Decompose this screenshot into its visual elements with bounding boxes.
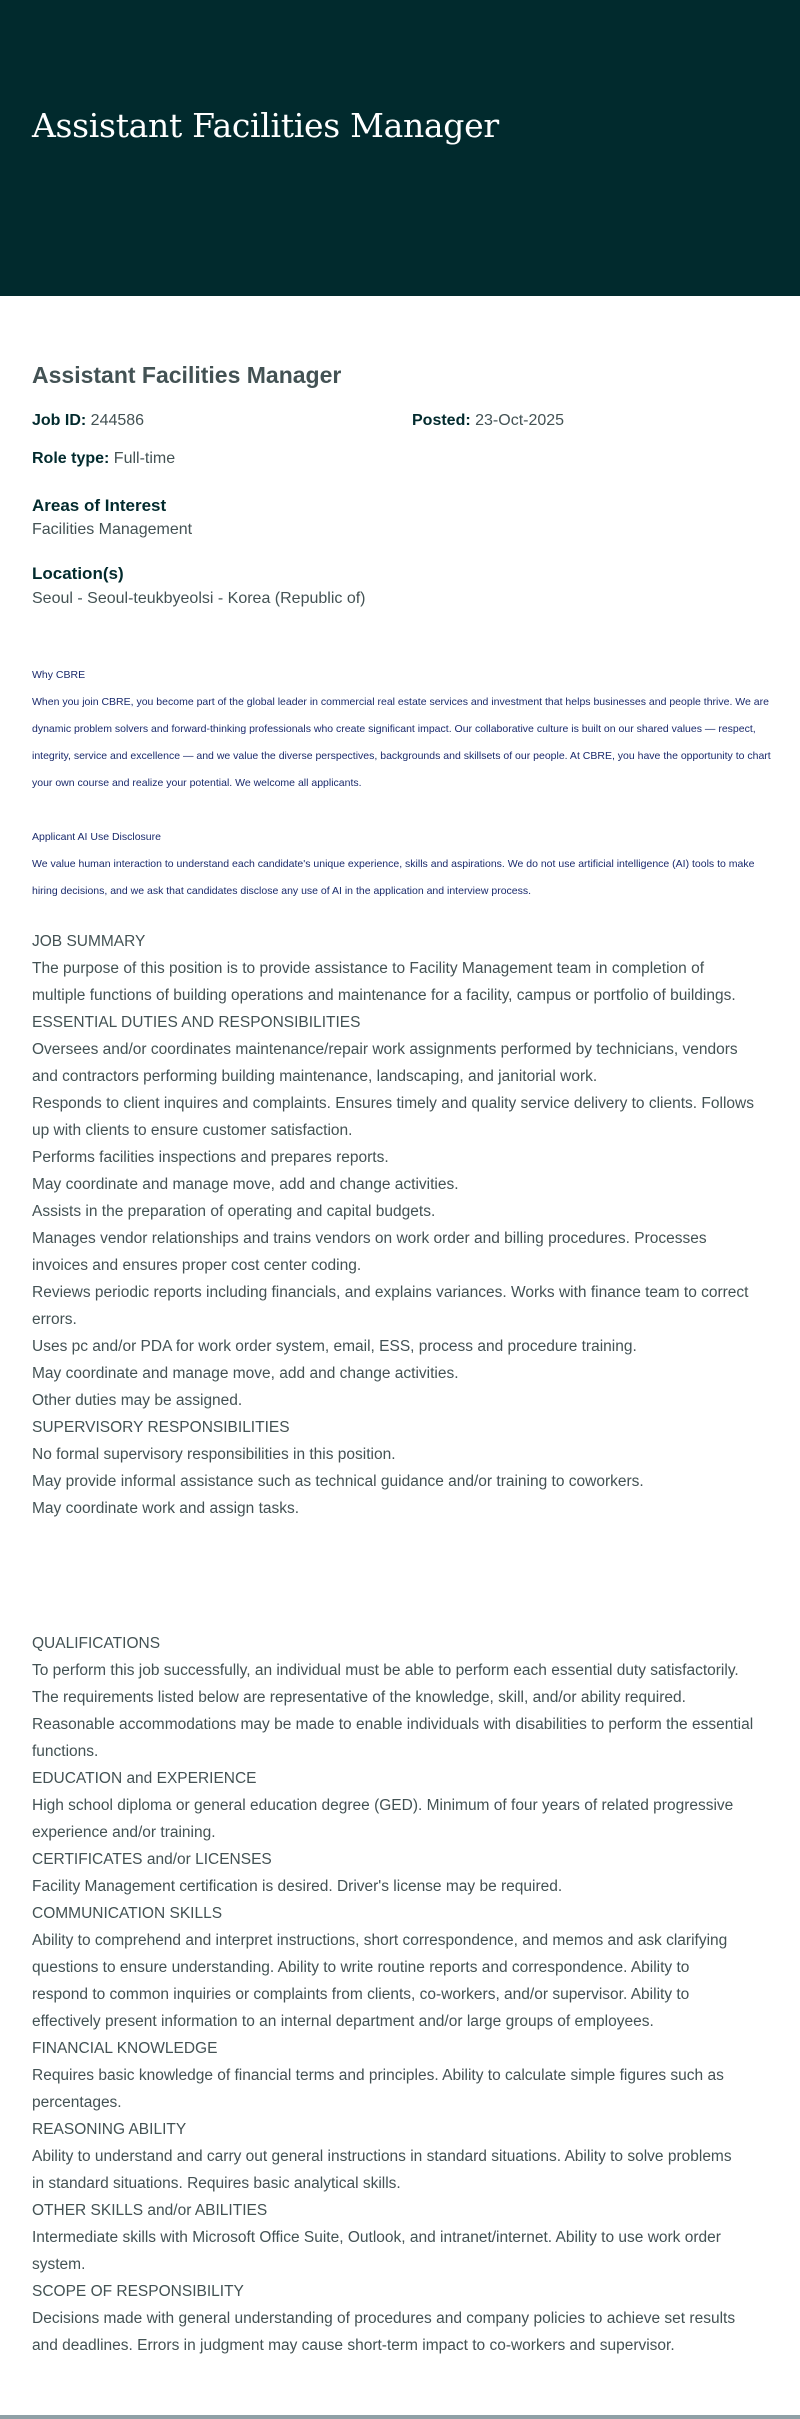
areas-heading: Areas of Interest [32,496,167,515]
description-line: up with clients to ensure customer satisfaction. [32,1122,353,1139]
ai-disclosure-heading: Applicant AI Use Disclosure [32,831,161,843]
why-cbre-line: your own course and realize your potential. We welcome all applicants. [32,777,362,789]
job-id [32,412,144,430]
description-line: Responds to client inquires and complaints. Ensures timely and quality service delivery to clients. Follows [32,1095,754,1112]
description-line: Reasonable accommodations may be made to enable individuals with disabilities to perform the essential [32,1716,754,1733]
description-line: Oversees and/or coordinates maintenance/repair work assignments performed by technicians, vendors [32,1041,738,1058]
why-cbre-line: integrity, service and excellence — and we value the diverse perspectives, backgrounds and skillsets of our people. At CBRE, you have the opportunity to chart [32,750,771,762]
description-line: Decisions made with general understanding of procedures and company policies to achieve set results [32,2310,736,2327]
ai-disclosure-line: hiring decisions, and we ask that candidates disclose any use of AI in the application and interview process. [32,885,532,897]
description-line: OTHER SKILLS and/or ABILITIES [32,2202,268,2219]
description-line: May provide informal assistance such as technical guidance and/or training to coworkers. [32,1473,644,1490]
description-line: questions to ensure understanding. Ability to write routine reports and correspondence. Ability to [32,1959,690,1976]
description-line: Facility Management certification is desired. Driver's license may be required. [32,1878,563,1895]
description-line: SUPERVISORY RESPONSIBILITIES [32,1419,290,1436]
description-line: Requires basic knowledge of financial terms and principles. Ability to calculate simple figures such as [32,2067,724,2084]
areas-value: Facilities Management [32,521,193,538]
description-line: percentages. [32,2094,122,2111]
description-line: Assists in the preparation of operating and capital budgets. [32,1203,436,1220]
role-type-label: Role type: [32,450,110,467]
role-type [32,450,175,468]
description-line: May coordinate and manage move, add and change activities. [32,1365,459,1382]
ai-disclosure-line: We value human interaction to understand each candidate's unique experience, skills and aspirations. We do not use artificial intelligence (AI) tools to make [32,858,755,870]
why-cbre-section [32,662,772,797]
description-line: functions. [32,1743,99,1760]
description-line: The purpose of this position is to provide assistance to Facility Management team in completion of [32,960,705,977]
posted-label: Posted: [412,412,471,429]
footer-divider [0,2415,800,2419]
description-line: multiple functions of building operations and maintenance for a facility, campus or portfolio of buildings. [32,987,736,1004]
job-id-value: 244586 [90,412,145,429]
description-line: JOB SUMMARY [32,933,146,950]
description-line: FINANCIAL KNOWLEDGE [32,2040,218,2057]
job-id-label: Job ID: [32,412,87,429]
description-line: May coordinate and manage move, add and change activities. [32,1176,459,1193]
description-line: effectively present information to an internal department and/or large groups of employees. [32,2013,654,2030]
description-line: Uses pc and/or PDA for work order system, email, ESS, process and procedure training. [32,1338,637,1355]
description-part-1 [32,928,772,1522]
description-line: EDUCATION and EXPERIENCE [32,1770,257,1787]
description-part-2 [32,1630,772,2359]
description-line: REASONING ABILITY [32,2121,187,2138]
description-line: Reviews periodic reports including financials, and explains variances. Works with finance team to correct [32,1284,749,1301]
description-line: respond to common inquiries or complaints from clients, co-workers, and/or supervisor. Ability to [32,1986,690,2003]
description-line: errors. [32,1311,77,1328]
description-line: and deadlines. Errors in judgment may cause short-term impact to co-workers and supervisor. [32,2337,675,2354]
description-line: QUALIFICATIONS [32,1635,161,1652]
description-line: invoices and ensures proper cost center coding. [32,1257,362,1274]
description-line: system. [32,2256,86,2273]
description-line: Other duties may be assigned. [32,1392,243,1409]
description-line: The requirements listed below are representative of the knowledge, skill, and/or ability required. [32,1689,686,1706]
why-cbre-line: When you join CBRE, you become part of the global leader in commercial real estate services and investment that helps businesses and people thrive. We are [32,696,769,708]
ai-disclosure-section [32,824,772,905]
location-value: Seoul - Seoul-teukbyeolsi - Korea (Republic of) [32,590,366,607]
why-cbre-line: dynamic problem solvers and forward-thinking professionals who create significant impact. Our collaborative culture is built on our shared values — respect, [32,723,756,735]
location-heading: Location(s) [32,564,124,583]
description-line: COMMUNICATION SKILLS [32,1905,223,1922]
description-line: To perform this job successfully, an individual must be able to perform each essential duty satisfactorily. [32,1662,739,1679]
description-line: ESSENTIAL DUTIES AND RESPONSIBILITIES [32,1014,361,1031]
posted-date [412,412,564,430]
job-title: Assistant Facilities Manager [32,362,342,388]
description-line: Intermediate skills with Microsoft Office Suite, Outlook, and intranet/internet. Ability to use work order [32,2229,721,2246]
description-line: May coordinate work and assign tasks. [32,1500,300,1517]
job-description [32,928,772,2359]
description-line: Ability to comprehend and interpret instructions, short correspondence, and memos and ask clarifying [32,1932,728,1949]
description-line: Ability to understand and carry out general instructions in standard situations. Ability to solve problems [32,2148,732,2165]
description-line: experience and/or training. [32,1824,216,1841]
why-cbre-heading: Why CBRE [32,669,86,681]
hero-title: Assistant Facilities Manager [32,106,499,145]
description-line: and contractors performing building maintenance, landscaping, and janitorial work. [32,1068,598,1085]
description-line: High school diploma or general education degree (GED). Minimum of four years of related progressive [32,1797,734,1814]
hero-banner [0,0,800,296]
description-line: Manages vendor relationships and trains vendors on work order and billing procedures. Processes [32,1230,707,1247]
description-line: CERTIFICATES and/or LICENSES [32,1851,272,1868]
description-line: No formal supervisory responsibilities in this position. [32,1446,396,1463]
role-type-value: Full-time [113,450,176,467]
description-line: SCOPE OF RESPONSIBILITY [32,2283,244,2300]
description-line: in standard situations. Requires basic analytical skills. [32,2175,401,2192]
description-line: Performs facilities inspections and prepares reports. [32,1149,389,1166]
posted-value: 23-Oct-2025 [475,412,565,429]
